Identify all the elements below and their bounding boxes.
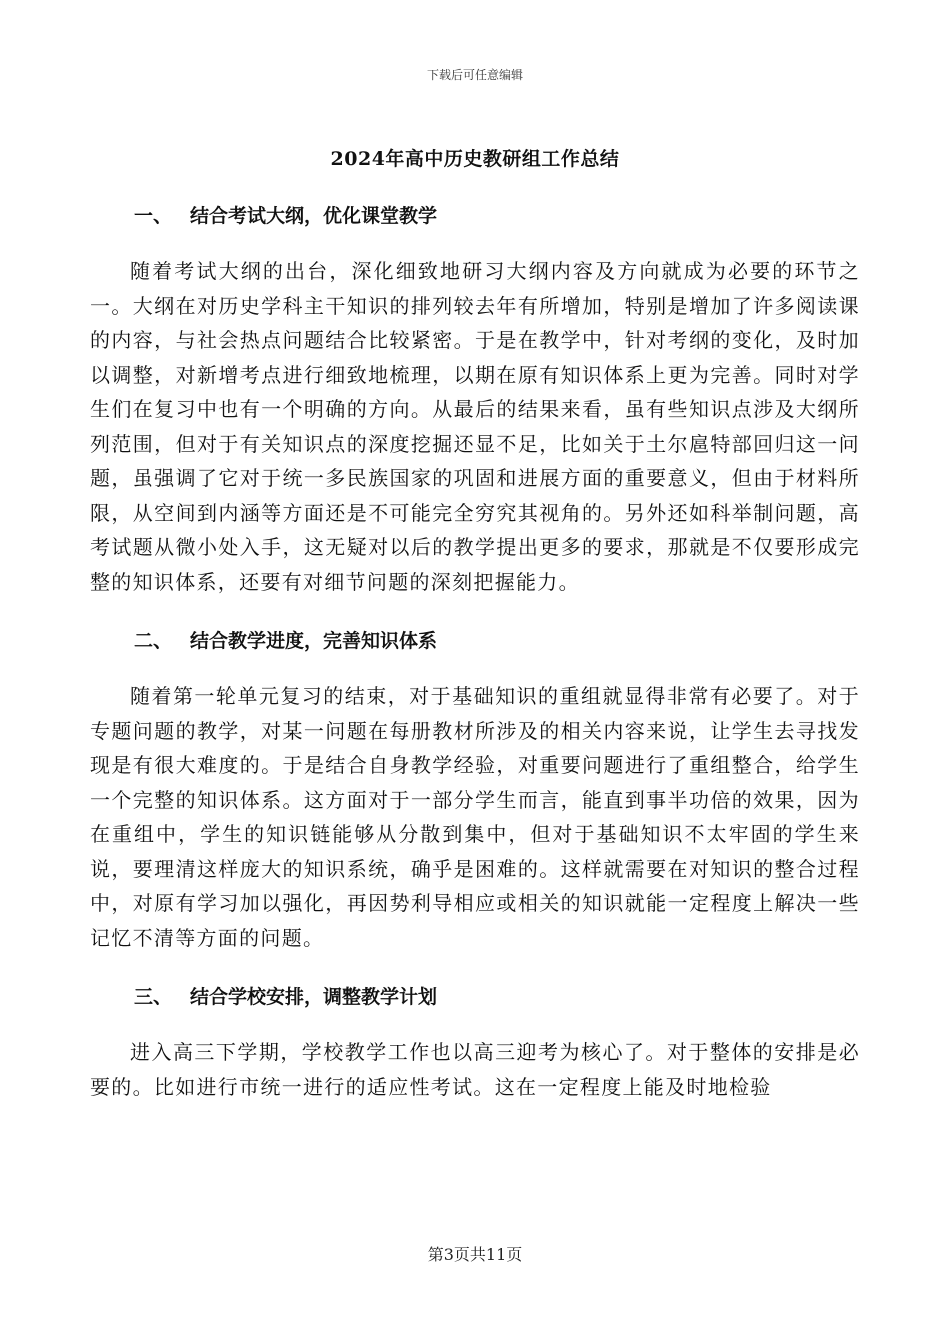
document-body: [90, 196, 860, 1104]
section-heading-3: [90, 977, 860, 1017]
section-title: 结合教学进度，完善知识体系: [190, 630, 438, 652]
section-heading-1: [90, 196, 860, 236]
section-number: 一、: [134, 205, 173, 227]
document-title: 2024年高中历史教研组工作总结: [330, 148, 620, 170]
section-title: 结合考试大纲，优化课堂教学: [190, 205, 438, 227]
section-number: 二、: [134, 630, 173, 652]
section-title: 结合学校安排，调整教学计划: [190, 986, 438, 1008]
header-note: 下载后可任意编辑: [426, 68, 523, 82]
section-number: 三、: [134, 986, 173, 1008]
section-paragraph-2: 随着第一轮单元复习的结束，对于基础知识的重组就显得非常有必要了。对于专题问题的教学，对某一问题在每册教材所涉及的相关内容来说，让学生去寻找发现是有很大难度的。于是结合自身教学经验，对重要问题进行了重组整合，给学生一个完整的知识体系。这方面对于一部分学生而言，能直到事半功倍的效果，因为在重组中，学生的知识链能够从分散到集中，但对于基础知识不太牢固的学生来说，要理清这样庞大的知识系统，确乎是困难的。这样就需要在对知识的整合过程中，对原有学习加以强化，再因势利导相应或相关的知识就能一定程度上解决一些记忆不清等方面的问题。: [90, 684, 860, 950]
section-paragraph-1: 随着考试大纲的出台，深化细致地研习大纲内容及方向就成为必要的环节之一。大纲在对历史学科主干知识的排列较去年有所增加，特别是增加了许多阅读课的内容，与社会热点问题结合比较紧密。于是在教学中，针对考纲的变化，及时加以调整，对新增考点进行细致地梳理，以期在原有知识体系上更为完善。同时对学生们在复习中也有一个明确的方向。从最后的结果来看，虽有些知识点涉及大纲所列范围，但对于有关知识点的深度挖掘还显不足，比如关于土尔扈特部回归这一问题，虽强调了它对于统一多民族国家的巩固和进展方面的重要意义，但由于材料所限，从空间到内涵等方面还是不可能完全穷究其视角的。另外还如科举制问题，高考试题从微小处入手，这无疑对以后的教学提出更多的要求，那就是不仅要形成完整的知识体系，还要有对细节问题的深刻把握能力。: [90, 259, 860, 594]
section-heading-2: [90, 621, 860, 661]
section-paragraph-3: 进入高三下学期，学校教学工作也以高三迎考为核心了。对于整体的安排是必要的。比如进行市统一进行的适应性考试。这在一定程度上能及时地检验: [90, 1040, 860, 1099]
page-number-footer: 第3页共11页: [427, 1245, 523, 1264]
